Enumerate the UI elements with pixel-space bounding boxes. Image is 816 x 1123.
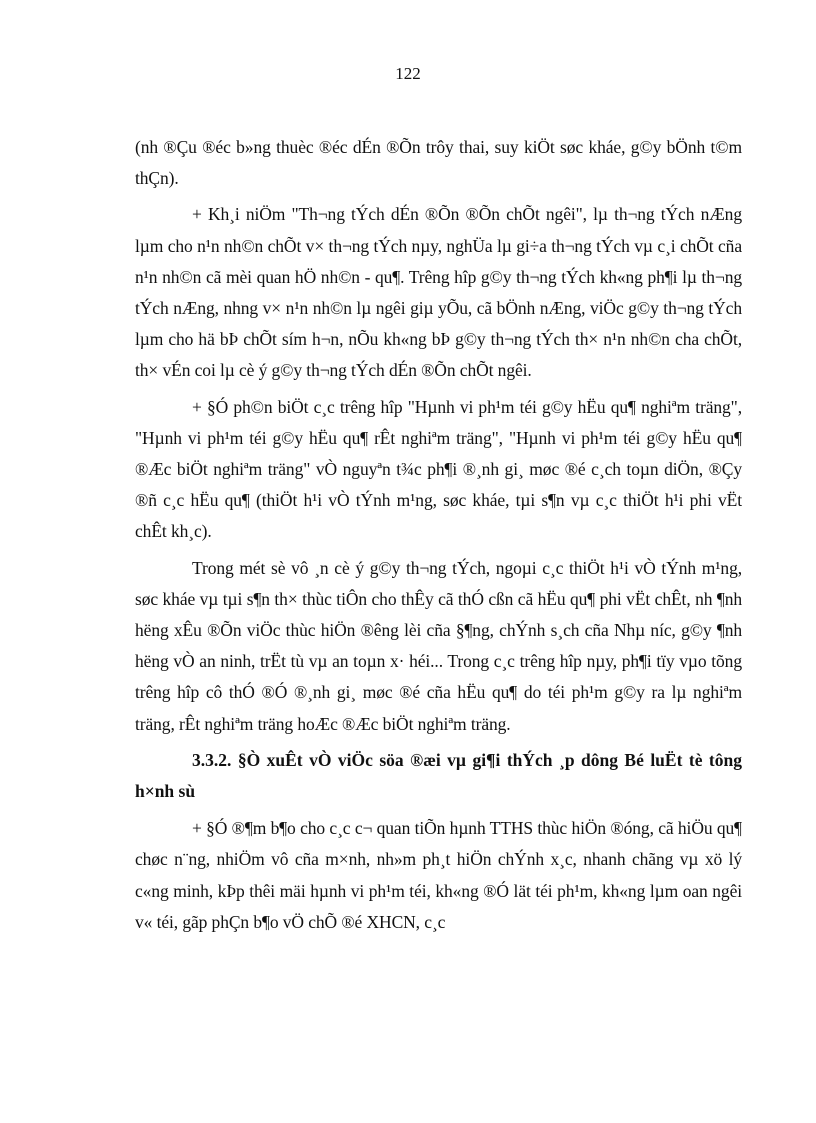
- paragraph-non-material-damage: Trong mét sè vô ¸n cè ý g©y th¬ng tÝch, ngoµi c¸c thiÖt h¹i vÒ tÝnh m¹ng, søc kháe vµ tµi s¶n th× thùc tiÔn cho thÊy cã thÓ cßn cã hËu qu¶ phi vËt chÊt, nh ¶nh hëng xÊu ®Õn viÖc thùc hiÖn ®êng lèi cña §¶ng, chÝnh s¸ch cña Nhµ níc, g©y ¶nh hëng vÒ an ninh, trËt tù vµ an toµn x· héi... Trong c¸c trêng hîp nµy, ph¶i tïy vµo tõng trêng hîp cô thÓ ®Ó ®¸nh gi¸ møc ®é cña hËu qu¶ do téi ph¹m g©y ra lµ nghiªm träng, rÊt nghiªm träng hoÆc ®Æc biÖt nghiªm träng.: [135, 557, 742, 734]
- document-body: [135, 132, 742, 943]
- page-number: 122: [395, 64, 421, 83]
- paragraph-continuation: (nh ®Çu ®éc b»ng thuèc ®éc dÉn ®Õn trôy thai, suy kiÖt søc kháe, g©y bÖnh t©m thÇn).: [135, 137, 742, 189]
- paragraph-injury-death: + Kh¸i niÖm "Th¬ng tÝch dÉn ®Õn ®Õn chÕt ngêi", lµ th¬ng tÝch nÆng lµm cho n¹n nh©n chÕt v× th¬ng tÝch nµy, nghÜa lµ gi÷a th¬ng tÝch vµ c¸i chÕt cña n¹n nh©n cã mèi quan hÖ nh©n - qu¶. Trêng hîp g©y th¬ng tÝch kh«ng ph¶i lµ th¬ng tÝch nÆng, nhng v× n¹n nh©n lµ ngêi giµ yÕu, cã bÖnh nÆng, viÖc g©y th¬ng tÝch lµm cho hä bÞ chÕt sím h¬n, nÕu kh«ng bÞ g©y th¬ng tÝch th× n¹n nh©n cha chÕt, th× vÉn coi lµ cè ý g©y th¬ng tÝch dÉn ®Õn chÕt ngêi.: [135, 204, 742, 381]
- paragraph-consequence-levels: + §Ó ph©n biÖt c¸c trêng hîp "Hµnh vi ph¹m téi g©y hËu qu¶ nghiªm träng", "Hµnh vi ph¹m téi g©y hËu qu¶ rÊt nghiªm träng", "Hµnh vi ph¹m téi g©y hËu qu¶ ®Æc biÖt nghiªm träng" vÒ nguyªn t¾c ph¶i ®¸nh gi¸ møc ®é c¸ch toµn diÖn, ®Çy ®ñ c¸c hËu qu¶ (thiÖt h¹i vÒ tÝnh m¹ng, søc kháe, tµi s¶n vµ c¸c thiÖt h¹i phi vËt chÊt kh¸c).: [135, 396, 742, 542]
- section-heading: 3.3.2. §Ò xuÊt vÒ viÖc söa ®æi vµ gi¶i thÝch ¸p dông Bé luËt tè tông h×nh sù: [135, 749, 742, 802]
- paragraph-procedure-proposal: + §Ó ®¶m b¶o cho c¸c c¬ quan tiÕn hµnh TTHS thùc hiÖn ®óng, cã hiÖu qu¶ chøc n¨ng, nhiÖm vô cña m×nh, nh»m ph¸t hiÖn chÝnh x¸c, nhanh chãng vµ xö lý c«ng minh, kÞp thêi mäi hµnh vi ph¹m téi, kh«ng ®Ó lät téi ph¹m, kh«ng lµm oan ngêi v« téi, gãp phÇn b¶o vÖ chÕ ®é XHCN, c¸c: [135, 818, 742, 932]
